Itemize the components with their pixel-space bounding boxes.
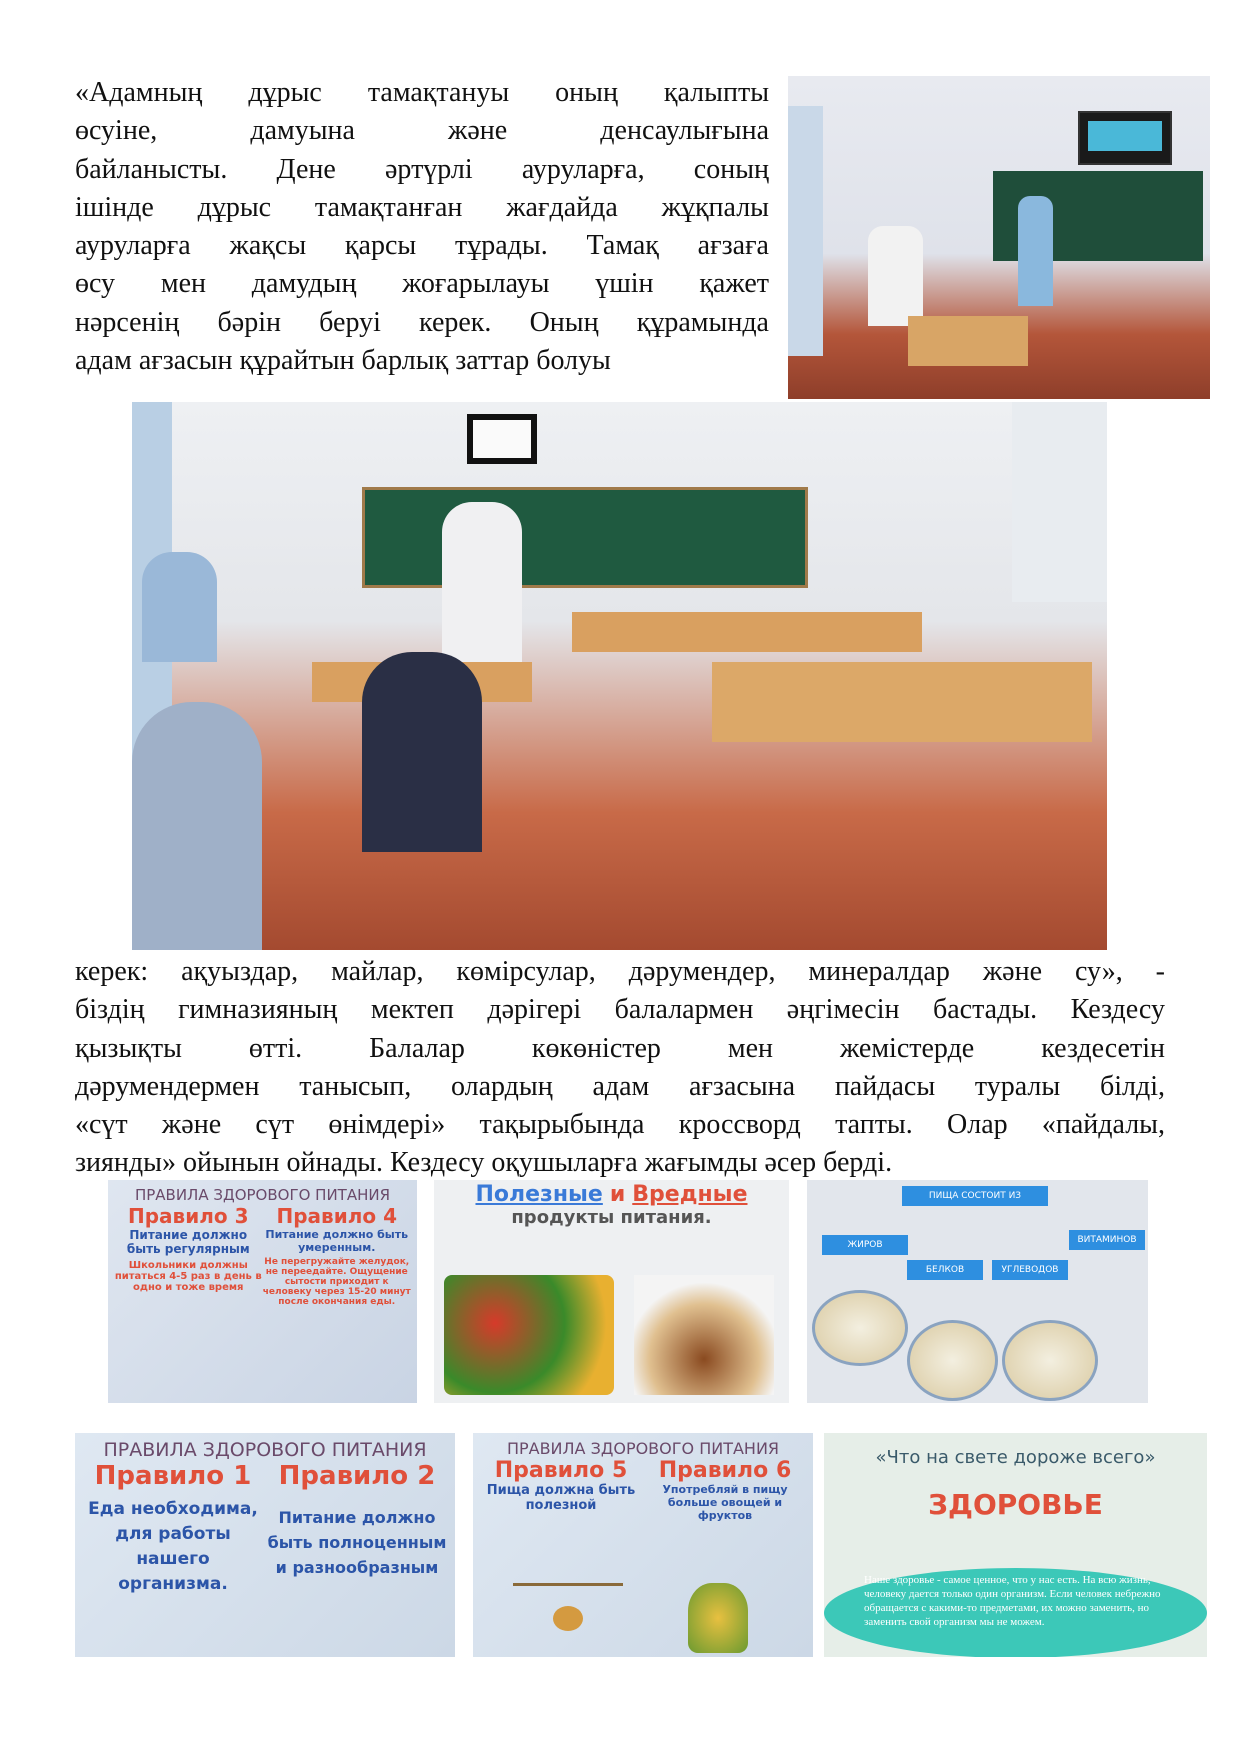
rule-2-title: Правило 2 [278, 1461, 436, 1491]
slide-rules-1-2 [75, 1433, 455, 1657]
text-line: «сүт және сүт өнімдері» тақырыбында кроссворд тапты. Олар «пайдалы, [75, 1109, 1165, 1141]
and-label: и [609, 1182, 626, 1207]
rule-1-text: Еда необходима, для работы нашего организма. [88, 1499, 258, 1594]
text-line: ауруларға жақсы қарсы тұрады. Тамақ ағзаға [75, 230, 769, 262]
text-line: дәрумендермен танысып, олардың адам ағзасына пайдасы туралы білді, [75, 1070, 1165, 1102]
carbs-plate [1002, 1320, 1098, 1401]
slide-food-composition [807, 1180, 1148, 1403]
slide-header: ПРАВИЛА ЗДОРОВОГО ПИТАНИЯ [506, 1439, 780, 1458]
food-products-label: продукты питания. [511, 1207, 712, 1228]
rule-4-title: Правило 4 [276, 1204, 397, 1228]
useful-label: Полезные [475, 1182, 603, 1207]
food-consists-box: ПИЩА СОСТОИТ ИЗ [902, 1186, 1048, 1206]
rule-6-title: Правило 6 [658, 1458, 792, 1483]
junk-food-image [634, 1275, 774, 1395]
slide-rules-3-4 [108, 1180, 417, 1403]
rule-5-title: Правило 5 [494, 1458, 628, 1483]
rule-3-text: Питание должно быть регулярным [126, 1228, 250, 1256]
rule-3-subtext: Школьники должны питаться 4-5 раз в день в одно и тоже время [114, 1260, 262, 1293]
vitamins-box: ВИТАМИНОВ [1069, 1230, 1145, 1250]
healthy-food-image [444, 1275, 614, 1395]
rule-4-subtext: Не перегружайте желудок, не переедайте. Ощущение сытости приходит к человеку через 15-20 минут после окончания еды. [262, 1257, 411, 1307]
text-line: адам ағзасын құрайтын барлық заттар болуы [75, 345, 611, 377]
fats-box: ЖИРОВ [822, 1235, 908, 1255]
scales-image [513, 1583, 623, 1646]
slide-rules-5-6 [473, 1433, 813, 1657]
rule-1-title: Правило 1 [94, 1461, 252, 1491]
slide-quote: «Что на свете дороже всего» [875, 1447, 1156, 1468]
text-line: керек: ақуыздар, майлар, көмірсулар, дәрумендер, минералдар және су», - [75, 956, 1165, 987]
paragraph-2 [75, 953, 1165, 1183]
proteins-plate [907, 1320, 998, 1401]
text-line: нәрсенің бәрін беруі керек. Оның құрамында [75, 306, 769, 338]
harmful-label: Вредные [632, 1182, 748, 1207]
text-line: ішінде дұрыс тамақтанған жағдайда жұқпалы [75, 191, 769, 223]
rule-2-text: Питание должно быть полноценным и разнообразным [267, 1508, 447, 1577]
text-line: байланысты. Дене әртүрлі ауруларға, соның [75, 153, 769, 185]
slide-health [824, 1433, 1207, 1657]
text-line: қызықты өтті. Балалар көкөністер мен жемістерде кездесетін [75, 1032, 1165, 1064]
rule-6-text: Употребляй в пищу больше овощей и фруктов [662, 1483, 788, 1522]
slide-header: ПРАВИЛА ЗДОРОВОГО ПИТАНИЯ [134, 1186, 391, 1204]
text-line: біздің гимназияның мектеп дәрігері балалармен әңгімесін бастады. Кездесу [75, 994, 1165, 1026]
slide-useful-harmful-food [434, 1180, 789, 1403]
slide-header: ПРАВИЛА ЗДОРОВОГО ПИТАНИЯ [103, 1439, 427, 1461]
carbs-box: УГЛЕВОДОВ [992, 1260, 1068, 1280]
text-line: өсуіне, дамуына және денсаулығына [75, 115, 769, 147]
slide-body: Наше здоровье - самое ценное, что у нас есть. На всю жизнь, человеку дается только один организм. Если человек небрежно обращается с какими-то предметами, их можно заменить, но заменить свой организм мы не можем. [864, 1574, 1161, 1628]
text-line: өсу мен дамудың жоғарылауы үшін қажет [75, 268, 769, 300]
text-line: зиянды» ойынын ойнады. Кездесу оқушыларға жағымды әсер берді. [75, 1147, 893, 1179]
paragraph-1 [75, 74, 769, 380]
rule-4-text: Питание должно быть умеренным. [265, 1228, 409, 1254]
fruit-image [688, 1583, 748, 1653]
rule-3-title: Правило 3 [128, 1204, 249, 1228]
photo-classroom-large [132, 402, 1107, 950]
text-line: «Адамның дұрыс тамақтануы оның қалыпты [75, 77, 769, 108]
rule-5-text: Пища должна быть полезной [486, 1483, 636, 1513]
slide-title: ЗДОРОВЬЕ [928, 1488, 1103, 1521]
photo-classroom-small [788, 76, 1210, 399]
fats-plate [812, 1290, 908, 1366]
proteins-box: БЕЛКОВ [907, 1260, 983, 1280]
